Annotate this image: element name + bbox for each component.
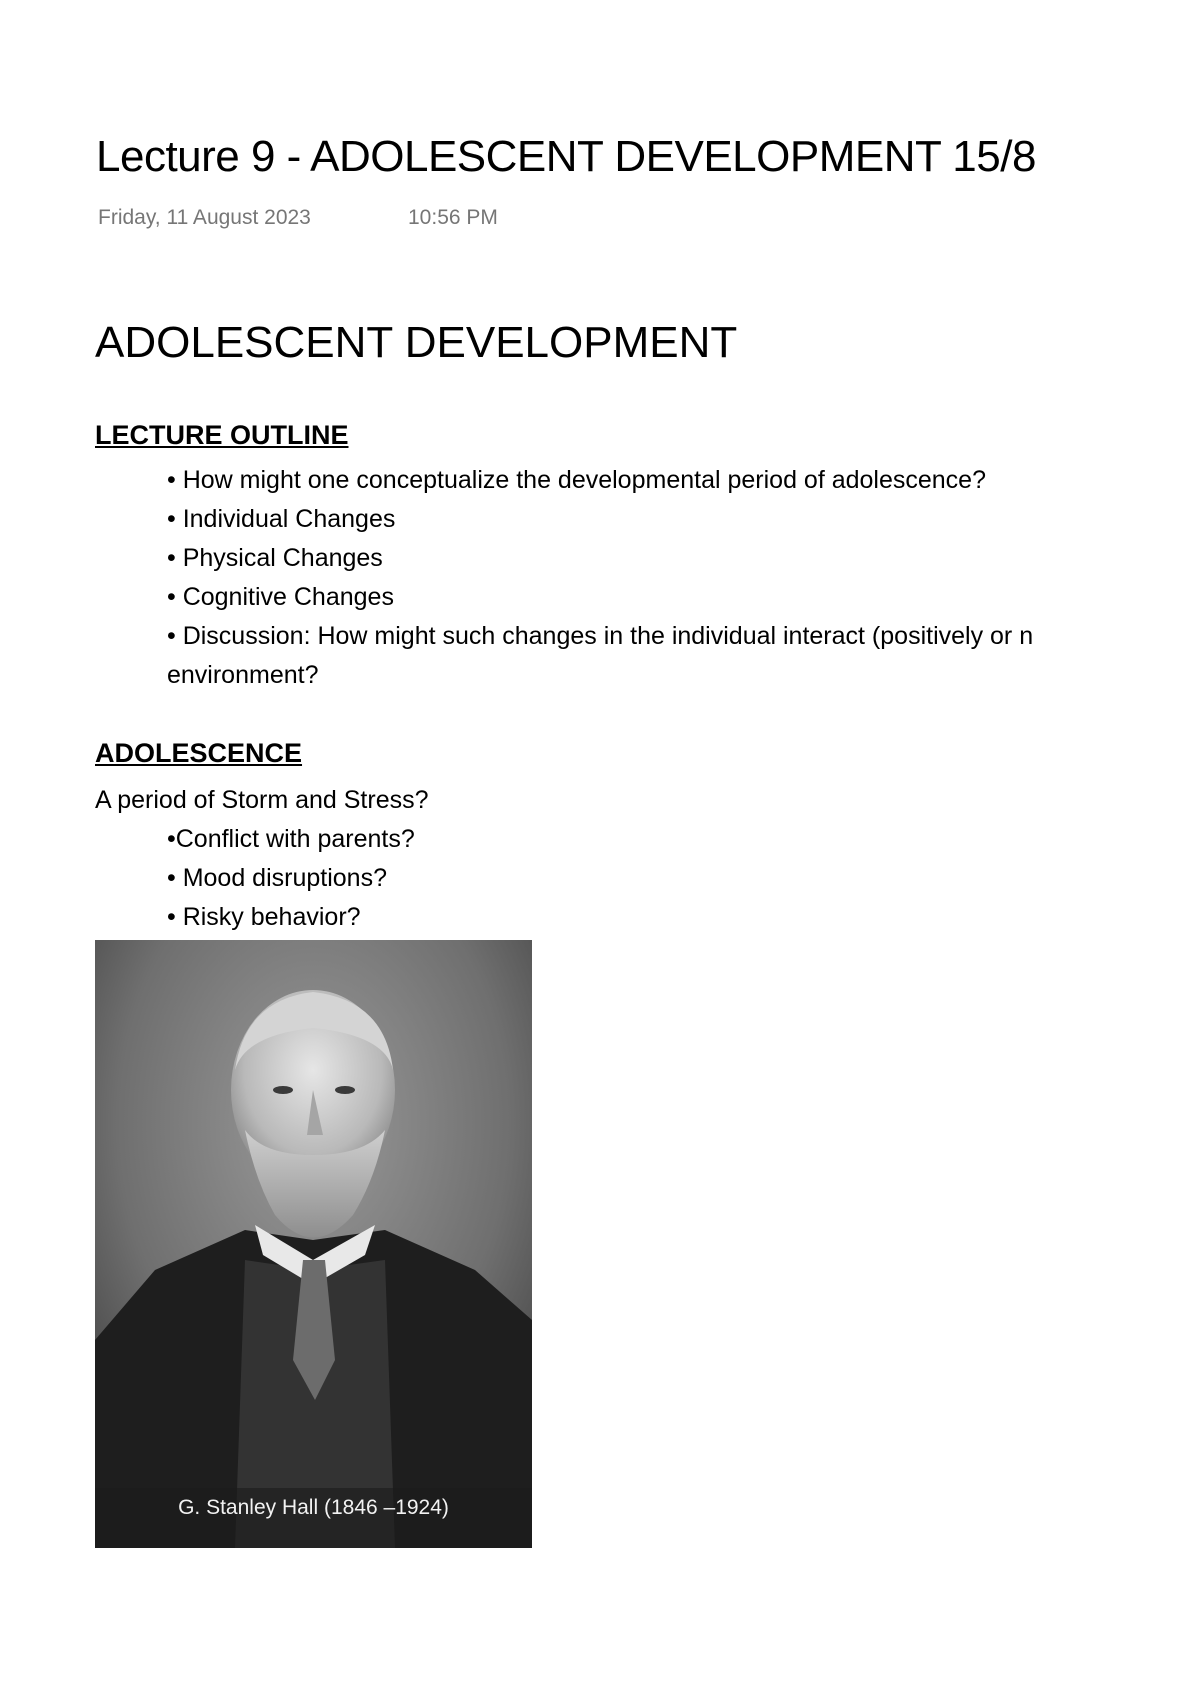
main-heading: ADOLESCENT DEVELOPMENT: [95, 318, 738, 367]
photo-caption: G. Stanley Hall (1846 –1924): [178, 1496, 449, 1519]
outline-item-continuation: environment?: [167, 661, 319, 689]
adolescence-heading: ADOLESCENCE: [95, 738, 303, 768]
outline-item: • Discussion: How might such changes in the individual interact (positively or n: [167, 622, 1034, 650]
adolescence-item: • Mood disruptions?: [167, 864, 387, 892]
outline-item: • How might one conceptualize the developmental period of adolescence?: [167, 466, 986, 494]
outline-item: • Cognitive Changes: [167, 583, 394, 611]
adolescence-intro: A period of Storm and Stress?: [95, 786, 429, 814]
adolescence-item: •Conflict with parents?: [167, 825, 415, 853]
note-date: Friday, 11 August 2023: [98, 206, 311, 229]
portrait-photo: [95, 940, 532, 1548]
note-time: 10:56 PM: [408, 206, 498, 229]
outline-item: • Individual Changes: [167, 505, 396, 533]
outline-item: • Physical Changes: [167, 544, 383, 572]
page-title: Lecture 9 - ADOLESCENT DEVELOPMENT 15/8: [96, 132, 1036, 181]
adolescence-item: • Risky behavior?: [167, 903, 361, 931]
outline-heading: LECTURE OUTLINE: [95, 420, 349, 450]
portrait-image: [95, 940, 532, 1548]
